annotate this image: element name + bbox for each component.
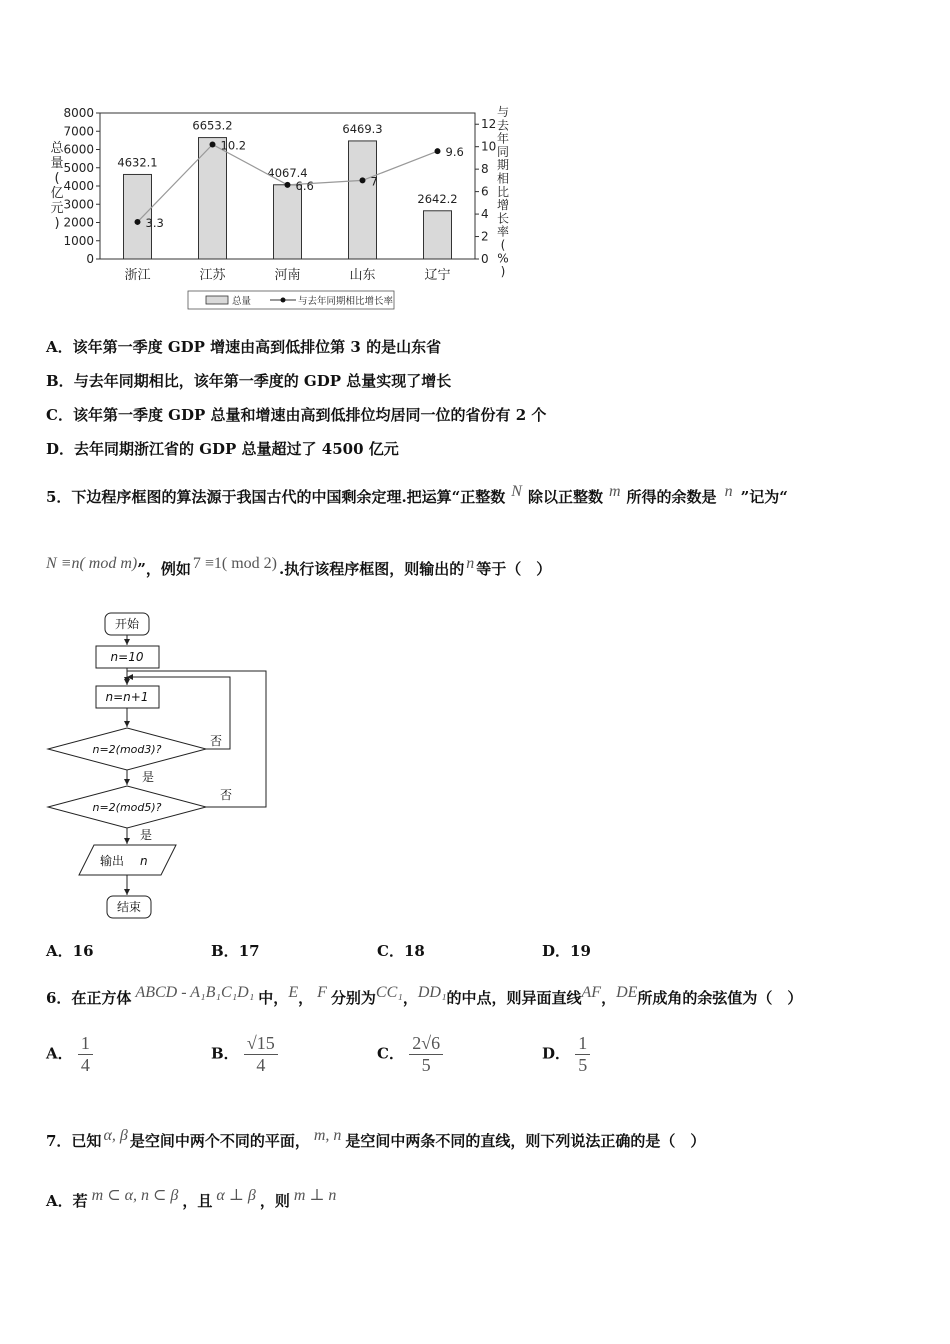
rate-value-label: 6.6	[295, 178, 314, 193]
fraction	[78, 1033, 93, 1076]
q6-text: ，	[402, 989, 418, 1007]
q5-text: 所得的余数是	[626, 488, 717, 506]
option-text: 17	[238, 942, 260, 960]
frac-num: 1	[578, 1033, 588, 1053]
option-letter: D．	[46, 440, 75, 458]
option-text: 该年第一季度 GDP 增速由高到低排位第 3 的是山东省	[72, 338, 442, 356]
q7-text: 是空间中两条不同的直线，则下列说法正确的是（ ）	[345, 1132, 706, 1150]
rate-point	[435, 148, 441, 154]
q7-option-a[interactable]	[46, 1176, 340, 1221]
y2-tick-label: 8	[481, 162, 489, 177]
y2-axis-title-char: (	[500, 238, 506, 252]
legend-swatch-point	[281, 298, 286, 303]
option-text: 去年同期浙江省的 GDP 总量超过了 4500 亿元	[74, 440, 399, 458]
rate-point	[285, 182, 291, 188]
q6-text: 中，	[258, 989, 289, 1007]
q5-text: ”，例如	[137, 560, 191, 578]
q6-stem	[46, 973, 802, 1018]
flow-cond1-label: n=2(mod3)?	[92, 743, 162, 756]
q7-text: 7．已知	[46, 1132, 102, 1150]
q6-option-b[interactable]	[211, 1033, 278, 1076]
y2-axis-title-char: 率	[496, 224, 510, 239]
y2-axis-title-char: 期	[496, 158, 510, 173]
q4-option-c[interactable]	[46, 404, 546, 425]
option-letter: B．	[211, 1044, 239, 1063]
math-cube: ABCD - A₁B₁C₁D₁	[135, 984, 255, 1001]
q5-option-a[interactable]	[46, 940, 94, 961]
math-DE: DE	[616, 984, 638, 1001]
q6-option-c[interactable]	[377, 1033, 443, 1076]
option-text: 18	[403, 942, 425, 960]
option-letter: A．若	[46, 1192, 88, 1210]
legend-label: 与去年同期相比增长率	[298, 296, 394, 307]
y-axis-title-char: 亿	[50, 186, 64, 201]
option-letter: A．	[46, 1044, 73, 1063]
x-tick-label: 江苏	[199, 268, 226, 283]
q4-option-a[interactable]	[46, 336, 441, 357]
math-alpha-beta: α, β	[103, 1127, 128, 1144]
q5-stem-line2	[46, 546, 551, 587]
rate-point	[135, 219, 141, 225]
y-tick-label: 3000	[63, 197, 94, 212]
frac-den: 4	[78, 1054, 93, 1076]
math-formula: N ≡n( mod m)	[46, 555, 138, 572]
q6-text: ，	[298, 989, 314, 1007]
option-letter: C．	[377, 1044, 404, 1063]
frac-num: 1	[80, 1033, 90, 1053]
option-letter: A．	[46, 942, 73, 960]
math-example: 7 ≡1( mod 2)	[192, 555, 277, 572]
math-E: E	[288, 984, 299, 1001]
math-CC1: CC₁	[375, 984, 403, 1001]
q5-text: ”记为“	[740, 488, 788, 506]
q6-text: ，	[601, 989, 617, 1007]
q7-text: ，且	[182, 1192, 213, 1210]
y2-axis-title-char: %	[497, 251, 509, 266]
q5-text: 除以正整数	[527, 488, 603, 506]
q5-text: 5．下边程序框图的算法源于我国古代的中国剩余定理.把运算“正整数	[46, 488, 506, 506]
math-subset: m ⊂ α, n ⊂ β	[91, 1187, 179, 1204]
y2-tick-label: 6	[481, 184, 489, 199]
rate-value-label: 10.2	[220, 138, 247, 153]
frac-den: 4	[244, 1054, 278, 1076]
q5-option-c[interactable]	[377, 940, 425, 961]
y2-tick-label: 2	[481, 229, 489, 244]
option-letter: A．	[46, 338, 73, 356]
math-F: F	[317, 984, 327, 1001]
bar-value-label: 4632.1	[117, 155, 158, 170]
frac-num: √15	[246, 1033, 275, 1053]
math-n: n	[724, 483, 733, 500]
y-axis-title-char: (	[54, 171, 60, 186]
option-text: 该年第一季度 GDP 总量和增速由高到低排位均居同一位的省份有 2 个	[72, 406, 547, 424]
y2-axis-title-char: 增	[496, 198, 510, 213]
option-text: 16	[72, 942, 94, 960]
q6-text: 分别为	[330, 989, 376, 1007]
y2-axis-title-char: 比	[496, 184, 510, 199]
math-N: N	[511, 483, 522, 500]
y-axis-title-char: 总	[50, 141, 64, 156]
x-tick-label: 浙江	[124, 268, 151, 283]
option-letter: C．	[377, 942, 404, 960]
gdp-chart	[40, 100, 540, 315]
y2-axis-title-char: )	[500, 264, 506, 279]
bar	[424, 211, 452, 259]
frac-den: 5	[409, 1054, 443, 1076]
y-tick-label: 6000	[63, 142, 94, 157]
y-tick-label: 1000	[63, 233, 94, 248]
y2-axis-title-char: 年	[496, 131, 510, 146]
option-letter: B．	[46, 372, 74, 390]
q5-option-b[interactable]	[211, 940, 260, 961]
y-tick-label: 2000	[63, 215, 94, 230]
q6-text: 所成角的余弦值为（ ）	[637, 989, 803, 1007]
rate-point	[360, 177, 366, 183]
q7-text: ，则	[259, 1192, 290, 1210]
x-tick-label: 山东	[349, 268, 376, 283]
x-tick-label: 辽宁	[424, 268, 451, 283]
q4-option-d[interactable]	[46, 438, 399, 459]
fraction	[409, 1033, 443, 1076]
y2-axis-title-char: 与	[496, 105, 510, 119]
y2-axis-title-char: 相	[496, 171, 510, 186]
rate-value-label: 9.6	[445, 145, 464, 160]
option-text: 19	[570, 942, 591, 960]
math-AF: AF	[581, 984, 602, 1001]
flow-output	[79, 845, 176, 875]
flow-end-label: 结束	[116, 900, 142, 914]
flow-output-label: 输出	[100, 854, 125, 868]
math-perp-lines: m ⊥ n	[293, 1187, 337, 1204]
q6-text: 的中点，则异面直线	[446, 989, 582, 1007]
q5-text: .执行该程序框图，则输出的	[279, 560, 465, 578]
y2-tick-label: 4	[481, 207, 489, 222]
q6-text: 6．在正方体	[46, 989, 132, 1007]
option-text: 与去年同期相比，该年第一季度的 GDP 总量实现了增长	[73, 372, 452, 390]
fraction	[244, 1033, 278, 1076]
rate-value-label: 3.3	[145, 215, 164, 230]
bar-value-label: 2642.2	[417, 191, 458, 206]
bar-value-label: 6653.2	[192, 118, 233, 133]
math-m-n: m, n	[313, 1127, 342, 1144]
rate-point	[210, 141, 216, 147]
option-letter: D．	[542, 1044, 571, 1063]
option-letter: B．	[211, 942, 239, 960]
bar	[274, 185, 302, 259]
y2-axis-title-char: 去	[496, 118, 510, 133]
y-axis-title-char: )	[54, 216, 60, 231]
q4-option-b[interactable]	[46, 370, 451, 391]
math-n: n	[466, 555, 475, 572]
y2-axis-title-char: 长	[496, 211, 510, 226]
y2-tick-label: 10	[481, 139, 497, 154]
q5-text: 等于（ ）	[476, 560, 552, 578]
flow-start-label: 开始	[114, 617, 140, 631]
flow-no-1: 否	[210, 734, 223, 748]
bar-value-label: 6469.3	[342, 121, 383, 136]
flow-init-label: n=10	[110, 650, 144, 664]
math-perp-planes: α ⊥ β	[216, 1187, 256, 1204]
q6-option-d[interactable]	[542, 1033, 590, 1076]
flow-no-2: 否	[220, 788, 233, 802]
math-m: m	[608, 483, 621, 500]
y-tick-label: 7000	[63, 124, 94, 139]
x-tick-label: 河南	[274, 268, 301, 283]
bar	[199, 138, 227, 259]
option-letter: D．	[542, 942, 571, 960]
frac-den: 5	[575, 1054, 590, 1076]
y-tick-label: 8000	[63, 106, 94, 120]
flow-yes-1: 是	[142, 770, 155, 784]
fraction	[575, 1033, 590, 1076]
flowchart	[40, 605, 280, 925]
frac-num: 2√6	[412, 1033, 441, 1053]
y-axis-title-char: 元	[50, 201, 64, 216]
flow-update-label: n=n+1	[105, 690, 149, 704]
rate-value-label: 7	[370, 174, 378, 189]
q7-text: 是空间中两个不同的平面，	[129, 1132, 310, 1150]
flow-cond2-label: n=2(mod5)?	[92, 801, 162, 814]
flow-output-var: n	[140, 854, 148, 868]
bar-value-label: 4067.4	[267, 165, 308, 180]
y-tick-label: 5000	[63, 160, 94, 175]
y-tick-label: 0	[86, 252, 94, 266]
option-letter: C．	[46, 406, 73, 424]
y2-tick-label: 12	[481, 117, 497, 132]
y-tick-label: 4000	[63, 179, 94, 193]
q5-option-d[interactable]	[542, 940, 591, 961]
y2-axis-title-char: 同	[496, 144, 510, 159]
q5-stem-line1	[46, 472, 788, 517]
legend-swatch-bar	[206, 296, 228, 304]
y2-tick-label: 0	[481, 252, 489, 266]
math-DD1: DD₁	[417, 984, 447, 1001]
q6-option-a[interactable]	[46, 1033, 93, 1076]
q7-stem	[46, 1116, 705, 1161]
legend-label: 总量	[232, 296, 252, 307]
y-axis-title-char: 量	[50, 156, 64, 171]
bar	[349, 141, 377, 259]
flow-yes-2: 是	[140, 828, 153, 842]
